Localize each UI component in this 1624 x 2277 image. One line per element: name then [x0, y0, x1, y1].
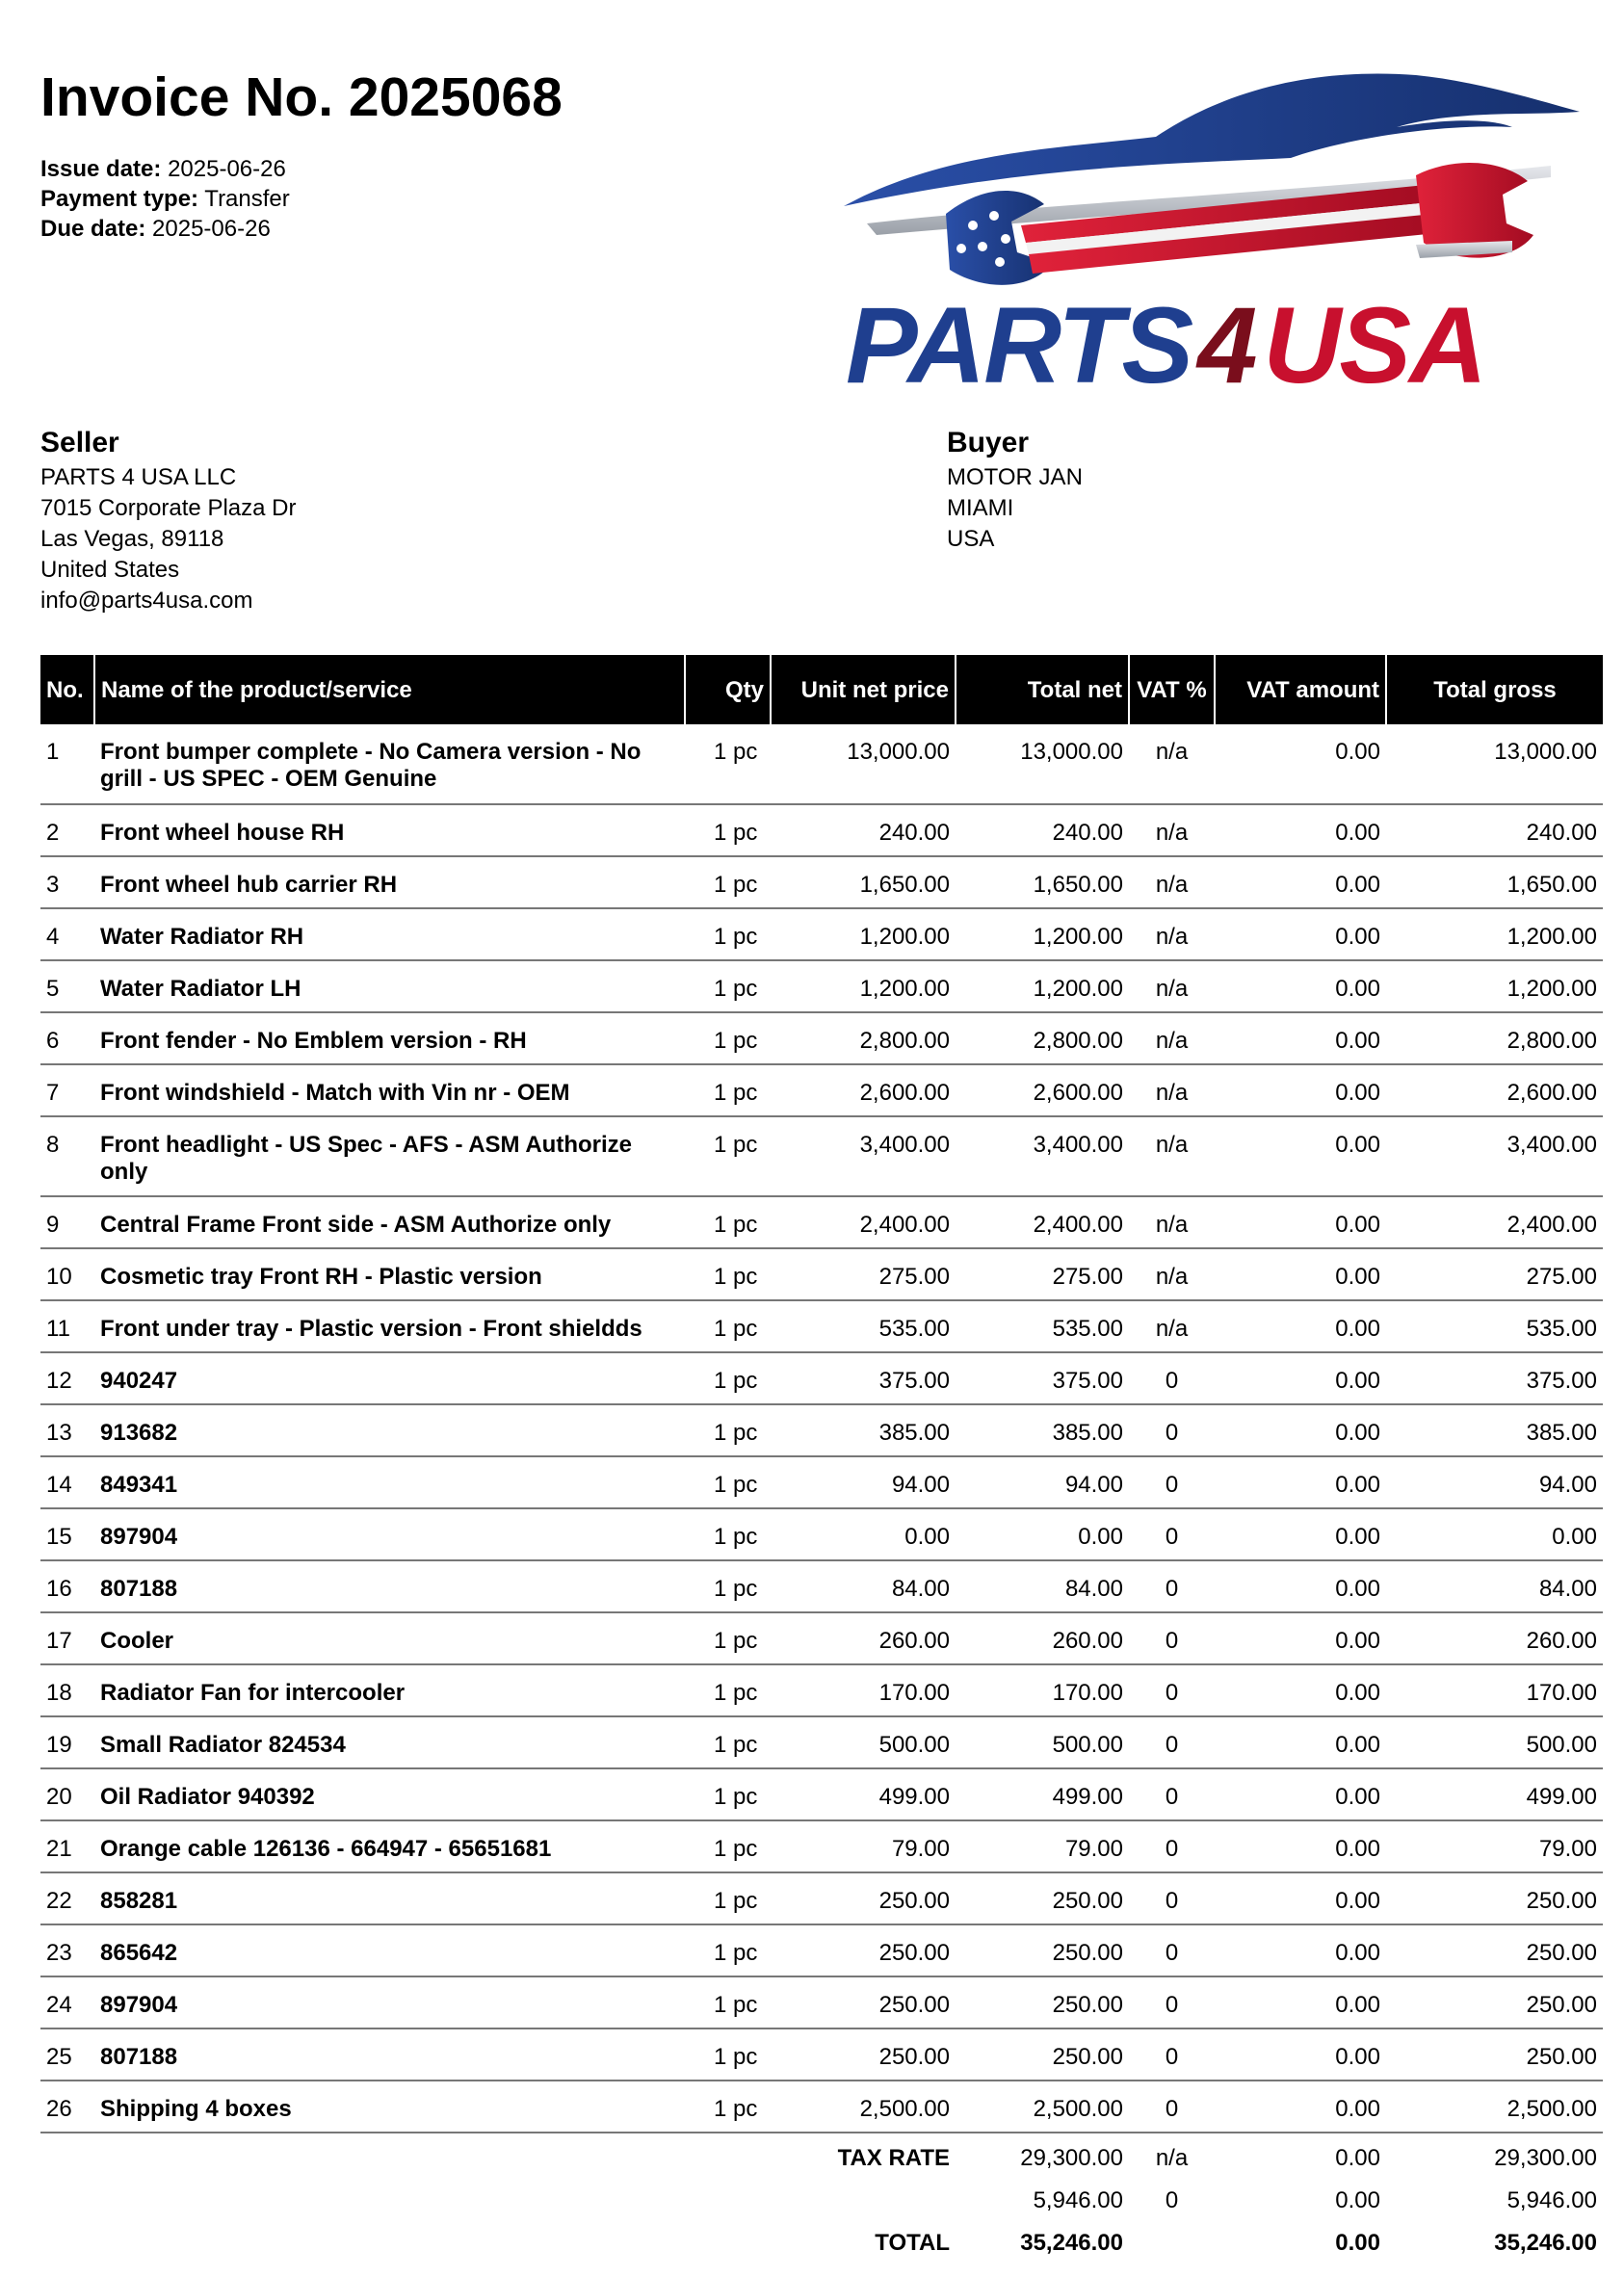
total-gross: 2,500.00	[1386, 2081, 1603, 2133]
total-gross: 250.00	[1386, 1924, 1603, 1976]
total-gross: 79.00	[1386, 1820, 1603, 1872]
table-row	[40, 1404, 1603, 1456]
seller-street: 7015 Corporate Plaza Dr	[40, 495, 297, 521]
table-row	[40, 1508, 1603, 1560]
col-header-unit-price: Unit net price	[771, 655, 956, 724]
product-name: Front bumper complete - No Camera version - No grill - US SPEC - OEM Genuine	[94, 724, 685, 804]
quantity: 1 pc	[685, 1404, 771, 1456]
unit-net-price: 0.00	[771, 1508, 956, 1560]
table-row	[40, 856, 1603, 908]
quantity: 1 pc	[685, 1820, 771, 1872]
product-name: Shipping 4 boxes	[94, 2081, 685, 2133]
vat-percent: 0	[1129, 1352, 1215, 1404]
row-number: 26	[40, 2081, 94, 2133]
table-row	[40, 724, 1603, 804]
table-row	[40, 1768, 1603, 1820]
unit-net-price: 250.00	[771, 1924, 956, 1976]
total-net: 1,200.00	[956, 960, 1129, 1012]
total-net: 375.00	[956, 1352, 1129, 1404]
total-gross: 2,600.00	[1386, 1064, 1603, 1116]
total-gross: 385.00	[1386, 1404, 1603, 1456]
row-number: 17	[40, 1612, 94, 1664]
vat-amount: 0.00	[1215, 1248, 1386, 1300]
product-name: Small Radiator 824534	[94, 1716, 685, 1768]
product-name: Water Radiator LH	[94, 960, 685, 1012]
summary-spacer	[40, 2180, 685, 2222]
row-number: 8	[40, 1116, 94, 1196]
row-number: 22	[40, 1872, 94, 1924]
summary-total-gross: 35,246.00	[1494, 2230, 1597, 2256]
product-name: Orange cable 126136 - 664947 - 65651681	[94, 1820, 685, 1872]
vat-percent: n/a	[1129, 960, 1215, 1012]
seller-block	[40, 424, 296, 616]
table-row	[40, 1820, 1603, 1872]
vat-amount: 0.00	[1215, 856, 1386, 908]
vat-amount: 0.00	[1215, 2081, 1386, 2133]
vat-amount: 0.00	[1215, 1820, 1386, 1872]
summary-vat-amount: 0.00	[1335, 2230, 1380, 2256]
total-net: 1,650.00	[956, 856, 1129, 908]
total-net: 3,400.00	[956, 1116, 1129, 1196]
vat-percent: n/a	[1129, 804, 1215, 856]
issue-date-label: Issue date:	[40, 156, 162, 182]
unit-net-price: 1,200.00	[771, 908, 956, 960]
vat-amount: 0.00	[1215, 908, 1386, 960]
unit-net-price: 250.00	[771, 1872, 956, 1924]
product-name: Front wheel hub carrier RH	[94, 856, 685, 908]
quantity: 1 pc	[685, 1248, 771, 1300]
product-name: 858281	[94, 1872, 685, 1924]
buyer-country: USA	[947, 526, 995, 552]
total-gross: 250.00	[1386, 2028, 1603, 2081]
unit-net-price: 170.00	[771, 1664, 956, 1716]
product-name: Front wheel house RH	[94, 804, 685, 856]
total-net: 250.00	[956, 1872, 1129, 1924]
vat-amount: 0.00	[1215, 1508, 1386, 1560]
product-name: 897904	[94, 1976, 685, 2028]
col-header-total-gross: Total gross	[1386, 655, 1603, 724]
total-gross: 94.00	[1386, 1456, 1603, 1508]
vat-amount: 0.00	[1215, 1612, 1386, 1664]
table-row	[40, 1116, 1603, 1196]
table-row	[40, 1064, 1603, 1116]
table-row	[40, 1612, 1603, 1664]
col-header-no: No.	[40, 655, 94, 724]
total-net: 13,000.00	[956, 724, 1129, 804]
unit-net-price: 94.00	[771, 1456, 956, 1508]
unit-net-price: 385.00	[771, 1404, 956, 1456]
quantity: 1 pc	[685, 1560, 771, 1612]
product-name: Water Radiator RH	[94, 908, 685, 960]
vat-percent: 0	[1129, 1924, 1215, 1976]
row-number: 24	[40, 1976, 94, 2028]
vat-amount: 0.00	[1215, 2028, 1386, 2081]
table-row	[40, 804, 1603, 856]
row-number: 18	[40, 1664, 94, 1716]
row-number: 21	[40, 1820, 94, 1872]
row-number: 11	[40, 1300, 94, 1352]
buyer-name: MOTOR JAN	[947, 464, 1083, 490]
row-number: 10	[40, 1248, 94, 1300]
row-number: 7	[40, 1064, 94, 1116]
total-gross: 1,200.00	[1386, 960, 1603, 1012]
total-net: 170.00	[956, 1664, 1129, 1716]
product-name: Front headlight - US Spec - AFS - ASM Authorize only	[94, 1116, 685, 1196]
unit-net-price: 250.00	[771, 1976, 956, 2028]
row-number: 13	[40, 1404, 94, 1456]
vat-amount: 0.00	[1215, 1064, 1386, 1116]
quantity: 1 pc	[685, 856, 771, 908]
col-header-name: Name of the product/service	[94, 655, 685, 724]
vat-amount: 0.00	[1215, 1560, 1386, 1612]
unit-net-price: 2,500.00	[771, 2081, 956, 2133]
vat-amount: 0.00	[1215, 1404, 1386, 1456]
product-name: 849341	[94, 1456, 685, 1508]
payment-type-label: Payment type:	[40, 186, 199, 212]
total-gross: 240.00	[1386, 804, 1603, 856]
summary-vat-percent	[1129, 2222, 1215, 2264]
due-date-label: Due date:	[40, 216, 146, 242]
line-items-table	[40, 655, 1603, 2133]
vat-percent: n/a	[1129, 1116, 1215, 1196]
quantity: 1 pc	[685, 1872, 771, 1924]
summary-total-gross: 5,946.00	[1506, 2187, 1597, 2213]
total-gross: 1,200.00	[1386, 908, 1603, 960]
unit-net-price: 250.00	[771, 2028, 956, 2081]
logo-text-4: 4	[1197, 285, 1256, 397]
seller-email[interactable]: info@parts4usa.com	[40, 588, 253, 614]
vat-amount: 0.00	[1215, 1116, 1386, 1196]
product-name: 865642	[94, 1924, 685, 1976]
quantity: 1 pc	[685, 1012, 771, 1064]
total-net: 250.00	[956, 1924, 1129, 1976]
summary-total-net: 5,946.00	[1033, 2187, 1123, 2213]
table-row	[40, 960, 1603, 1012]
table-row	[40, 1300, 1603, 1352]
summary-total-gross: 29,300.00	[1494, 2145, 1597, 2171]
quantity: 1 pc	[685, 1300, 771, 1352]
total-gross: 250.00	[1386, 1976, 1603, 2028]
row-number: 20	[40, 1768, 94, 1820]
total-net: 94.00	[956, 1456, 1129, 1508]
vat-percent: n/a	[1129, 908, 1215, 960]
summary-vat-percent: 0	[1165, 2187, 1179, 2213]
unit-net-price: 2,400.00	[771, 1196, 956, 1248]
quantity: 1 pc	[685, 1456, 771, 1508]
total-row	[40, 2222, 1603, 2264]
table-row	[40, 1872, 1603, 1924]
row-number: 3	[40, 856, 94, 908]
total-net: 2,800.00	[956, 1012, 1129, 1064]
table-row	[40, 1560, 1603, 1612]
total-net: 499.00	[956, 1768, 1129, 1820]
seller-name: PARTS 4 USA LLC	[40, 464, 237, 490]
due-date-value: 2025-06-26	[152, 216, 271, 242]
total-gross: 84.00	[1386, 1560, 1603, 1612]
row-number: 15	[40, 1508, 94, 1560]
row-number: 9	[40, 1196, 94, 1248]
vat-amount: 0.00	[1215, 804, 1386, 856]
vat-percent: n/a	[1129, 1012, 1215, 1064]
summary-label	[685, 2180, 956, 2222]
unit-net-price: 275.00	[771, 1248, 956, 1300]
total-net: 250.00	[956, 2028, 1129, 2081]
buyer-city: MIAMI	[947, 495, 1014, 521]
table-row	[40, 1716, 1603, 1768]
vat-amount: 0.00	[1215, 1196, 1386, 1248]
invoice-title: Invoice No. 2025068	[40, 66, 563, 128]
total-gross: 13,000.00	[1386, 724, 1603, 804]
col-header-qty: Qty	[685, 655, 771, 724]
vat-percent: 0	[1129, 1508, 1215, 1560]
quantity: 1 pc	[685, 1976, 771, 2028]
vat-percent: 0	[1129, 1664, 1215, 1716]
summary-label: TOTAL	[875, 2230, 950, 2256]
unit-net-price: 1,650.00	[771, 856, 956, 908]
total-net: 0.00	[956, 1508, 1129, 1560]
vat-percent: n/a	[1129, 1300, 1215, 1352]
vat-amount: 0.00	[1215, 1352, 1386, 1404]
row-number: 1	[40, 724, 94, 804]
vat-percent: 0	[1129, 1820, 1215, 1872]
quantity: 1 pc	[685, 724, 771, 804]
quantity: 1 pc	[685, 1664, 771, 1716]
payment-type-value: Transfer	[204, 186, 290, 212]
total-gross: 0.00	[1386, 1508, 1603, 1560]
due-date-line	[40, 214, 290, 244]
table-row	[40, 1352, 1603, 1404]
vat-amount: 0.00	[1215, 724, 1386, 804]
tax-rate-row	[40, 2137, 1603, 2180]
product-name: Radiator Fan for intercooler	[94, 1664, 685, 1716]
unit-net-price: 84.00	[771, 1560, 956, 1612]
unit-net-price: 2,600.00	[771, 1064, 956, 1116]
total-gross: 499.00	[1386, 1768, 1603, 1820]
product-name: Front fender - No Emblem version - RH	[94, 1012, 685, 1064]
total-gross: 2,800.00	[1386, 1012, 1603, 1064]
total-gross: 275.00	[1386, 1248, 1603, 1300]
row-number: 16	[40, 1560, 94, 1612]
vat-percent: 0	[1129, 1612, 1215, 1664]
vat-percent: 0	[1129, 1716, 1215, 1768]
row-number: 5	[40, 960, 94, 1012]
vat-percent: 0	[1129, 1560, 1215, 1612]
table-header-row	[40, 655, 1603, 724]
unit-net-price: 535.00	[771, 1300, 956, 1352]
quantity: 1 pc	[685, 1064, 771, 1116]
row-number: 4	[40, 908, 94, 960]
total-gross: 250.00	[1386, 1872, 1603, 1924]
table-row	[40, 2081, 1603, 2133]
unit-net-price: 240.00	[771, 804, 956, 856]
total-net: 500.00	[956, 1716, 1129, 1768]
total-net: 2,400.00	[956, 1196, 1129, 1248]
quantity: 1 pc	[685, 908, 771, 960]
issue-date-line	[40, 154, 290, 184]
total-net: 2,500.00	[956, 2081, 1129, 2133]
vat-percent: 0	[1129, 2081, 1215, 2133]
total-gross: 2,400.00	[1386, 1196, 1603, 1248]
quantity: 1 pc	[685, 1508, 771, 1560]
total-gross: 375.00	[1386, 1352, 1603, 1404]
total-net: 250.00	[956, 1976, 1129, 2028]
quantity: 1 pc	[685, 1196, 771, 1248]
table-row	[40, 2028, 1603, 2081]
summary-vat-amount: 0.00	[1335, 2187, 1380, 2213]
summary-label: TAX RATE	[837, 2145, 950, 2171]
total-net: 385.00	[956, 1404, 1129, 1456]
vat-amount: 0.00	[1215, 1716, 1386, 1768]
product-name: 940247	[94, 1352, 685, 1404]
unit-net-price: 2,800.00	[771, 1012, 956, 1064]
quantity: 1 pc	[685, 1924, 771, 1976]
vat-percent: 0	[1129, 1456, 1215, 1508]
vat-percent: 0	[1129, 2028, 1215, 2081]
total-net: 535.00	[956, 1300, 1129, 1352]
row-number: 6	[40, 1012, 94, 1064]
unit-net-price: 375.00	[771, 1352, 956, 1404]
payment-type-line	[40, 184, 290, 214]
product-name: 807188	[94, 2028, 685, 2081]
summary-total-net: 35,246.00	[1020, 2230, 1123, 2256]
total-net: 1,200.00	[956, 908, 1129, 960]
quantity: 1 pc	[685, 1352, 771, 1404]
quantity: 1 pc	[685, 1716, 771, 1768]
seller-city: Las Vegas, 89118	[40, 526, 224, 552]
seller-country: United States	[40, 557, 180, 583]
table-row	[40, 1456, 1603, 1508]
unit-net-price: 500.00	[771, 1716, 956, 1768]
total-net: 275.00	[956, 1248, 1129, 1300]
product-name: Front windshield - Match with Vin nr - OEM	[94, 1064, 685, 1116]
summary-spacer	[40, 2222, 685, 2264]
vat-amount: 0.00	[1215, 1976, 1386, 2028]
vat-percent: n/a	[1129, 1248, 1215, 1300]
issue-date-value: 2025-06-26	[168, 156, 286, 182]
product-name: Cooler	[94, 1612, 685, 1664]
summary-total-net: 29,300.00	[1020, 2145, 1123, 2171]
row-number: 23	[40, 1924, 94, 1976]
vat-amount: 0.00	[1215, 1924, 1386, 1976]
row-number: 14	[40, 1456, 94, 1508]
quantity: 1 pc	[685, 2081, 771, 2133]
total-net: 2,600.00	[956, 1064, 1129, 1116]
vat-percent: 0	[1129, 1872, 1215, 1924]
vat-amount: 0.00	[1215, 1012, 1386, 1064]
total-net: 260.00	[956, 1612, 1129, 1664]
summary-vat-amount: 0.00	[1335, 2145, 1380, 2171]
total-gross: 535.00	[1386, 1300, 1603, 1352]
total-gross: 500.00	[1386, 1716, 1603, 1768]
unit-net-price: 3,400.00	[771, 1116, 956, 1196]
logo-text	[846, 285, 1485, 397]
total-net: 240.00	[956, 804, 1129, 856]
vat-amount: 0.00	[1215, 1768, 1386, 1820]
product-name: Front under tray - Plastic version - Front shieldds	[94, 1300, 685, 1352]
total-net: 79.00	[956, 1820, 1129, 1872]
product-name: Oil Radiator 940392	[94, 1768, 685, 1820]
buyer-title: Buyer	[947, 427, 1030, 458]
table-row	[40, 1664, 1603, 1716]
summary-spacer	[40, 2137, 685, 2180]
quantity: 1 pc	[685, 960, 771, 1012]
quantity: 1 pc	[685, 1612, 771, 1664]
product-name: Central Frame Front side - ASM Authorize only	[94, 1196, 685, 1248]
row-number: 25	[40, 2028, 94, 2081]
buyer-block	[947, 424, 1083, 555]
quantity: 1 pc	[685, 1768, 771, 1820]
vat-amount: 0.00	[1215, 1872, 1386, 1924]
vat-percent: 0	[1129, 1404, 1215, 1456]
product-name: 897904	[94, 1508, 685, 1560]
vat-percent: n/a	[1129, 1064, 1215, 1116]
product-name: Cosmetic tray Front RH - Plastic version	[94, 1248, 685, 1300]
total-gross: 1,650.00	[1386, 856, 1603, 908]
quantity: 1 pc	[685, 2028, 771, 2081]
product-name: 913682	[94, 1404, 685, 1456]
company-logo	[838, 60, 1589, 397]
vat-amount: 0.00	[1215, 1300, 1386, 1352]
total-net: 84.00	[956, 1560, 1129, 1612]
unit-net-price: 260.00	[771, 1612, 956, 1664]
logo-text-parts: PARTS	[846, 285, 1192, 397]
product-name: 807188	[94, 1560, 685, 1612]
seller-title: Seller	[40, 427, 119, 458]
vat-amount: 0.00	[1215, 1664, 1386, 1716]
quantity: 1 pc	[685, 804, 771, 856]
table-row	[40, 1012, 1603, 1064]
row-number: 19	[40, 1716, 94, 1768]
totals-table	[40, 2137, 1603, 2264]
table-row	[40, 1924, 1603, 1976]
total-gross: 260.00	[1386, 1612, 1603, 1664]
row-number: 12	[40, 1352, 94, 1404]
logo-text-usa: USA	[1263, 285, 1486, 397]
col-header-vat-amount: VAT amount	[1215, 655, 1386, 724]
unit-net-price: 1,200.00	[771, 960, 956, 1012]
total-gross: 3,400.00	[1386, 1116, 1603, 1196]
vat-percent: n/a	[1129, 724, 1215, 804]
table-row	[40, 908, 1603, 960]
total-gross: 170.00	[1386, 1664, 1603, 1716]
col-header-vat-percent: VAT %	[1129, 655, 1215, 724]
tax-rate-row	[40, 2180, 1603, 2222]
vat-percent: n/a	[1129, 1196, 1215, 1248]
unit-net-price: 499.00	[771, 1768, 956, 1820]
vat-percent: 0	[1129, 1976, 1215, 2028]
quantity: 1 pc	[685, 1116, 771, 1196]
vat-amount: 0.00	[1215, 960, 1386, 1012]
vat-amount: 0.00	[1215, 1456, 1386, 1508]
invoice-meta	[40, 154, 290, 244]
summary-vat-percent: n/a	[1155, 2145, 1189, 2171]
table-row	[40, 1196, 1603, 1248]
col-header-total-net: Total net	[956, 655, 1129, 724]
vat-percent: n/a	[1129, 856, 1215, 908]
row-number: 2	[40, 804, 94, 856]
unit-net-price: 13,000.00	[771, 724, 956, 804]
table-row	[40, 1976, 1603, 2028]
unit-net-price: 79.00	[771, 1820, 956, 1872]
vat-percent: 0	[1129, 1768, 1215, 1820]
table-row	[40, 1248, 1603, 1300]
